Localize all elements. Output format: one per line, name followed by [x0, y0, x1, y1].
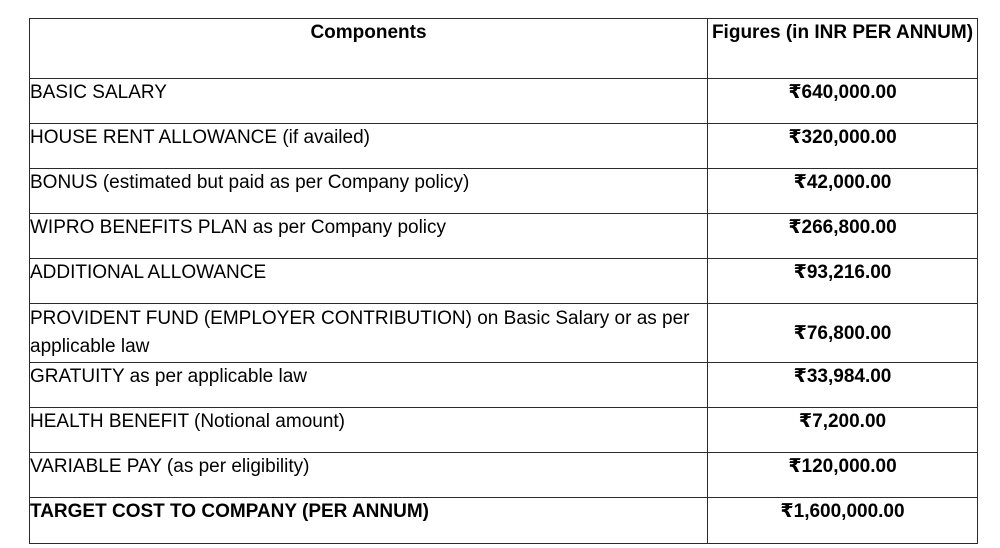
component-label: BASIC SALARY — [30, 79, 708, 124]
component-label: HEALTH BENEFIT (Notional amount) — [30, 408, 708, 453]
table-row — [30, 79, 978, 124]
component-label: ADDITIONAL ALLOWANCE — [30, 259, 708, 304]
table-row — [30, 304, 978, 363]
component-amount: ₹33,984.00 — [708, 363, 978, 408]
component-label: WIPRO BENEFITS PLAN as per Company policy — [30, 214, 708, 259]
compensation-table — [29, 18, 978, 544]
components-header: Components — [30, 19, 708, 79]
component-amount: ₹93,216.00 — [708, 259, 978, 304]
component-label: HOUSE RENT ALLOWANCE (if availed) — [30, 124, 708, 169]
table-row — [30, 214, 978, 259]
table-row — [30, 363, 978, 408]
table-row — [30, 408, 978, 453]
total-row — [30, 498, 978, 544]
component-label: BONUS (estimated but paid as per Company policy) — [30, 169, 708, 214]
component-amount: ₹266,800.00 — [708, 214, 978, 259]
table-row — [30, 169, 978, 214]
component-label: VARIABLE PAY (as per eligibility) — [30, 453, 708, 498]
table-row — [30, 453, 978, 498]
total-label: TARGET COST TO COMPANY (PER ANNUM) — [30, 498, 708, 544]
component-amount: ₹640,000.00 — [708, 79, 978, 124]
component-label: GRATUITY as per applicable law — [30, 363, 708, 408]
component-amount: ₹120,000.00 — [708, 453, 978, 498]
component-amount: ₹7,200.00 — [708, 408, 978, 453]
figures-header: Figures (in INR PER ANNUM) — [708, 19, 978, 79]
component-amount: ₹42,000.00 — [708, 169, 978, 214]
header-row — [30, 19, 978, 79]
component-amount: ₹76,800.00 — [708, 304, 978, 363]
table-row — [30, 259, 978, 304]
table-row — [30, 124, 978, 169]
total-amount: ₹1,600,000.00 — [708, 498, 978, 544]
component-label: PROVIDENT FUND (EMPLOYER CONTRIBUTION) on Basic Salary or as per applicable law — [30, 304, 708, 363]
component-amount: ₹320,000.00 — [708, 124, 978, 169]
